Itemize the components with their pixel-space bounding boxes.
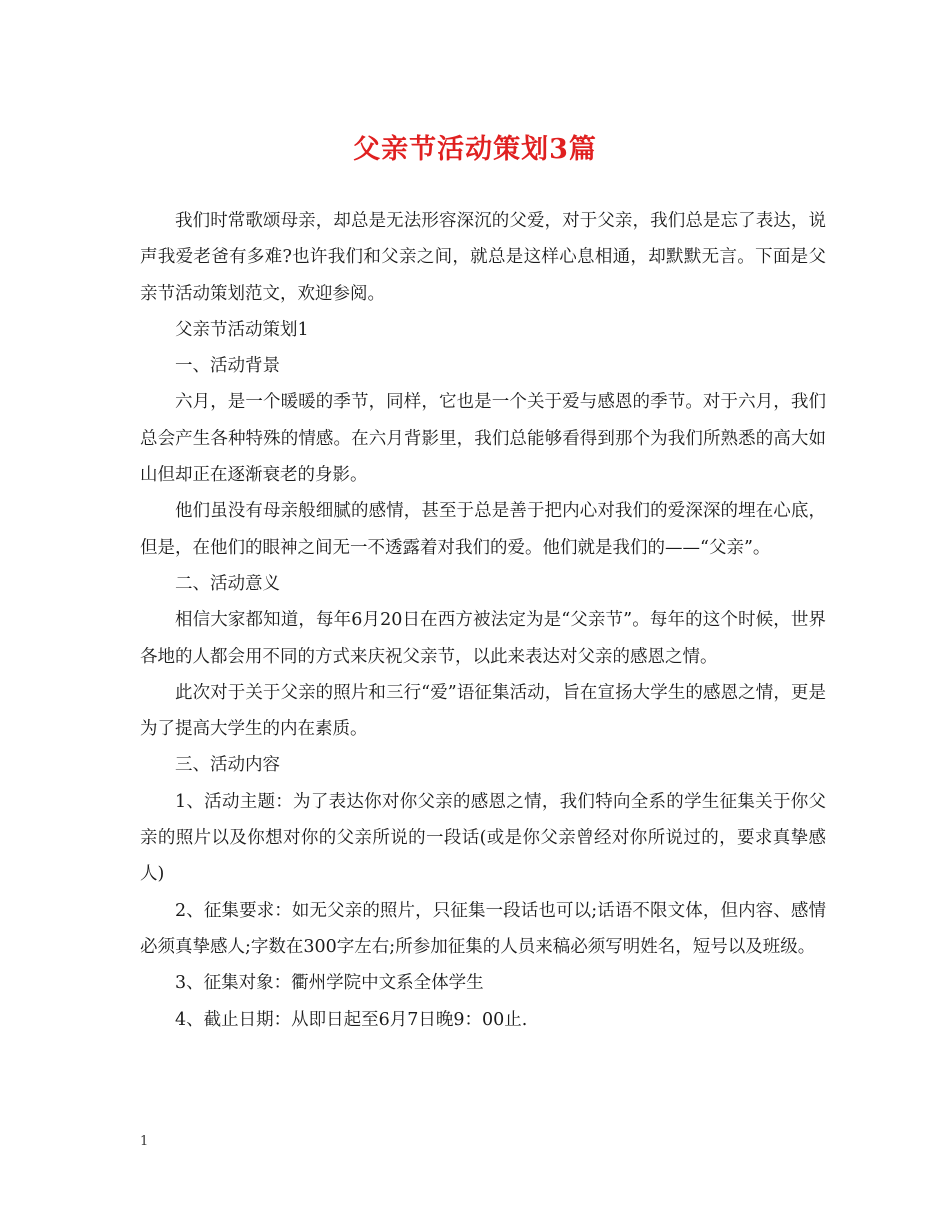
section-heading-background: 一、活动背景 <box>175 356 280 377</box>
paragraph-background-1: 六月，是一个暖暖的季节，同样，它也是一个关于爱与感恩的季节。对于六月，我们总会产生各种特殊的情感。在六月背影里，我们总能够看得到那个为我们所熟悉的高大如山但却正在逐渐衰老的身影。 <box>140 392 826 486</box>
list-item-deadline: 4、截止日期：从即日起至6月7日晚9：00止. <box>175 1009 528 1030</box>
section-heading-significance: 二、活动意义 <box>175 573 280 594</box>
list-item-audience: 3、征集对象：衢州学院中文系全体学生 <box>175 973 484 994</box>
paragraph-intro: 我们时常歌颂母亲，却总是无法形容深沉的父爱，对于父亲，我们总是忘了表达，说声我爱老爸有多难?也许我们和父亲之间，就总是这样心息相通，却默默无言。下面是父亲节活动策划范文，欢迎参阅。 <box>140 211 826 304</box>
section-heading-content: 三、活动内容 <box>175 755 280 776</box>
section-heading-plan-1: 父亲节活动策划1 <box>175 319 309 340</box>
list-item-theme: 1、活动主题：为了表达你对你父亲的感恩之情，我们特向全系的学生征集关于你父亲的照片以及你想对你的父亲所说的一段话(或是你父亲曾经对你所说过的，要求真挚感人) <box>140 791 826 885</box>
list-item-requirements: 2、征集要求：如无父亲的照片，只征集一段话也可以;话语不限文体，但内容、感情必须真挚感人;字数在300字左右;所参加征集的人员来稿必须写明姓名，短号以及班级。 <box>140 900 826 957</box>
paragraph-background-2: 他们虽没有母亲般细腻的感情，甚至于总是善于把内心对我们的爱深深的埋在心底，但是，在他们的眼神之间无一不透露着对我们的爱。他们就是我们的——“父亲”。 <box>140 501 826 558</box>
document-title: 父亲节活动策划3篇 <box>353 134 597 165</box>
document-body <box>140 203 826 1038</box>
paragraph-significance-1: 相信大家都知道，每年6月20日在西方被法定为是“父亲节”。每年的这个时候，世界各地的人都会用不同的方式来庆祝父亲节，以此来表达对父亲的感恩之情。 <box>140 610 826 667</box>
page-number: 1 <box>140 1134 149 1149</box>
paragraph-significance-2: 此次对于关于父亲的照片和三行“爱”语征集活动，旨在宣扬大学生的感恩之情，更是为了提高大学生的内在素质。 <box>140 682 826 740</box>
